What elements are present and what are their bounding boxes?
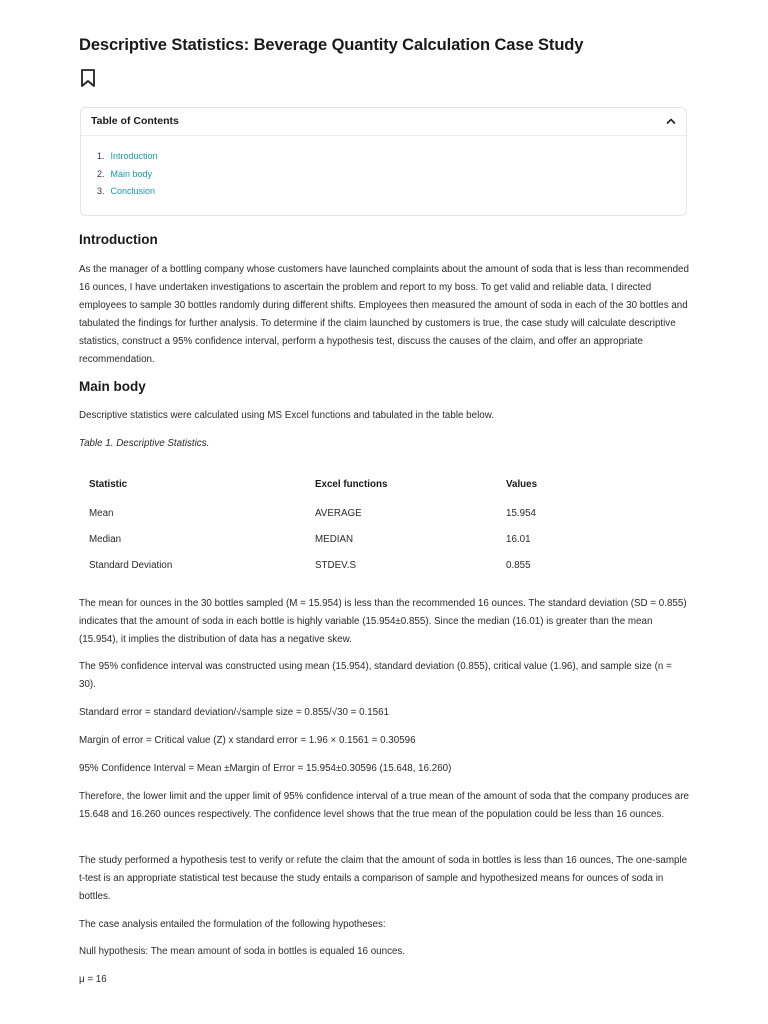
- paragraph: The mean for ounces in the 30 bottles sampled (M = 15.954) is less than the recommended 16 ounces. The standard deviation (SD = 0.855) indicates that the amount of soda in each bottle is highly variable (15.954±0.855). Since the median (16.01) is greater than the mean (15.954), it implies the distribution of data has a negative skew.: [79, 598, 687, 645]
- paragraph: The case analysis entailed the formulation of the following hypotheses:: [79, 919, 386, 930]
- paragraph: 95% Confidence Interval = Mean ±Margin of Error = 15.954±0.30596 (15.648, 16.260): [79, 763, 452, 774]
- column-header-statistic: Statistic: [89, 478, 128, 490]
- table-of-contents: [80, 107, 687, 216]
- column-header-values: Values: [506, 478, 538, 490]
- bookmark-icon[interactable]: [79, 68, 97, 88]
- table-cell: AVERAGE: [315, 507, 362, 519]
- toc-link-main-body[interactable]: Main body: [110, 168, 153, 179]
- toc-item: 1. Introduction: [97, 151, 158, 161]
- paragraph: Standard error = standard deviation/√sample size = 0.855/√30 = 0.1561: [79, 707, 390, 718]
- paragraph: Null hypothesis: The mean amount of soda in bottles is equaled 16 ounces.: [79, 946, 406, 957]
- toc-link-conclusion[interactable]: Conclusion: [110, 186, 156, 196]
- table-cell: Standard Deviation: [89, 559, 173, 571]
- table-cell: Mean: [89, 507, 114, 519]
- table-row: [89, 552, 626, 578]
- intro-paragraph: As the manager of a bottling company whose customers have launched complaints about the amount of soda that is less than recommended 16 ounces, I have undertaken investigations to ascertain the problem and report to my boss. To get valid and reliable data, I directed employees to sample 30 bottles randomly during different shifts. Employees then measured the amount of soda in each of the 30 bottles and tabulated the findings for further analysis. To determine if the claim launched by customers is true, the case study will calculate descriptive statistics, construct a 95% confidence interval, perform a hypothesis test, discuss the causes of the claim, and offer an appropriate recommendation.: [79, 264, 689, 365]
- paragraph: Descriptive statistics were calculated using MS Excel functions and tabulated in the table below.: [79, 410, 494, 421]
- paragraph: The study performed a hypothesis test to verify or refute the claim that the amount of soda in bottles is less than 16 ounces, The one-sample t-test is an appropriate statistical test because the study entails a comparison of sample and hypothesized means for ounces of soda in bottles.: [79, 855, 688, 902]
- table-cell: Median: [89, 533, 122, 545]
- toc-header[interactable]: [81, 108, 686, 136]
- toc-item: 2. Main body: [97, 168, 153, 179]
- toc-list: [97, 148, 158, 201]
- toc-link-introduction[interactable]: Introduction: [110, 151, 158, 161]
- toc-heading: Table of Contents: [91, 115, 179, 127]
- paragraph: μ = 16: [79, 974, 107, 985]
- chevron-up-icon[interactable]: [666, 117, 676, 125]
- table-row: [89, 500, 626, 526]
- descriptive-statistics-table: [89, 474, 626, 578]
- table-cell: 0.855: [506, 559, 531, 571]
- table-cell: MEDIAN: [315, 533, 354, 545]
- table-cell: 15.954: [506, 507, 536, 519]
- table-cell: 16.01: [506, 533, 531, 545]
- paragraph: Therefore, the lower limit and the upper limit of 95% confidence interval of a true mean of the amount of soda that the company produces are 15.648 and 16.260 ounces respectively. The confidence level shows that the true mean of the population could be less than 16 ounces.: [79, 791, 689, 820]
- column-header-excel-functions: Excel functions: [315, 478, 388, 490]
- table-caption: Table 1. Descriptive Statistics.: [79, 438, 210, 449]
- table-row: [89, 526, 626, 552]
- section-heading-introduction: Introduction: [79, 232, 158, 247]
- paragraph: Margin of error = Critical value (Z) x standard error = 1.96 × 0.1561 = 0.30596: [79, 735, 416, 746]
- toc-item: 3. Conclusion: [97, 186, 156, 196]
- page-title: Descriptive Statistics: Beverage Quantity Calculation Case Study: [79, 36, 584, 54]
- section-heading-main-body: Main body: [79, 379, 146, 394]
- paragraph: The 95% confidence interval was constructed using mean (15.954), standard deviation (0.855), critical value (1.96), and sample size (n = 30).: [79, 661, 672, 690]
- table-header-row: [89, 474, 626, 494]
- table-cell: STDEV.S: [315, 559, 357, 571]
